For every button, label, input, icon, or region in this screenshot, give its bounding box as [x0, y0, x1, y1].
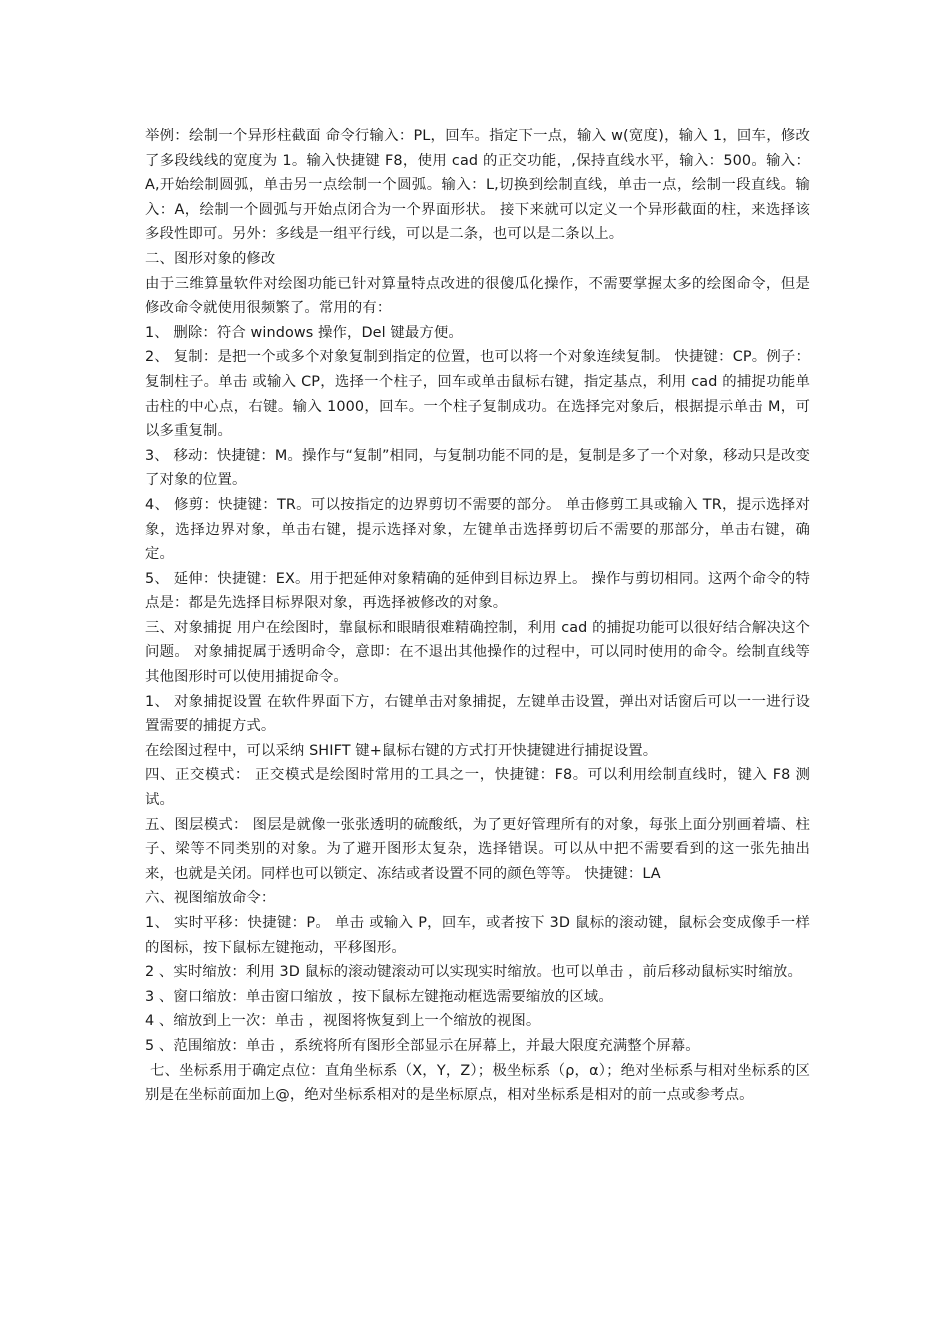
section-heading-4: 四、正交模式： 正交模式是绘图时常用的工具之一，快捷键：F8。可以利用绘制直线时，键入 F8 测试。	[145, 767, 810, 809]
paragraph-snap-shortcut: 在绘图过程中，可以采纳 SHIFT 键+鼠标右键的方式打开快捷键进行捕捉设置。	[145, 742, 658, 759]
list-item-delete: 1、 删除：符合 windows 操作，Del 键最方便。	[145, 324, 463, 341]
paragraph-example: 举例：绘制一个异形柱截面 命令行输入：PL，回车。指定下一点，输入 w(宽度)，输入 1，回车，修改了多段线线的宽度为 1。输入快捷键 F8，使用 cad 的正交功能，,保持直线水平，输入：500。输入：A,开始绘制圆弧，单击另一点绘制一个圆弧。输入：L,切换到绘制直线，单击一点，绘制一段直线。输入：A，绘制一个圆弧与开始点闭合为一个界面形状。 接下来就可以定义一个异形截面的柱，来选择该多段性即可。另外：多线是一组平行线，可以是二条，也可以是二条以上。	[145, 128, 810, 243]
document-body	[145, 124, 810, 1108]
list-item-previous-zoom: 4 、缩放到上一次：单击 ，视图将恢复到上一个缩放的视图。	[145, 1013, 541, 1030]
list-item-pan: 1、 实时平移：快捷键：P。 单击 或输入 P，回车，或者按下 3D 鼠标的滚动键，鼠标会变成像手一样的图标，按下鼠标左键拖动，平移图形。	[145, 915, 810, 956]
list-item-realtime-zoom: 2 、实时缩放：利用 3D 鼠标的滚动键滚动可以实现实时缩放。也可以单击 ，前后移动鼠标实时缩放。	[145, 964, 802, 981]
list-item-trim: 4、 修剪：快捷键：TR。可以按指定的边界剪切不需要的部分。 单击修剪工具或输入 TR，提示选择对象，选择边界对象，单击右键，提示选择对象，左键单击选择剪切后不需要的那部分，单击右键，确定。	[145, 496, 810, 563]
list-item-snap-settings: 1、 对象捕捉设置 在软件界面下方，右键单击对象捕捉，左键单击设置，弹出对话窗后可以一一进行设置需要的捕捉方式。	[145, 693, 810, 735]
section-heading-5: 五、图层模式： 图层是就像一张张透明的硫酸纸，为了更好管理所有的对象，每张上面分别画着墙、柱子、梁等不同类别的对象。为了避开图形太复杂，选择错误。可以从中把不需要看到的这一张先抽出来，也就是关闭。同样也可以锁定、冻结或者设置不同的颜色等等。 快捷键：LA	[145, 816, 810, 882]
section-heading-3: 三、对象捕捉 用户在绘图时，靠鼠标和眼睛很难精确控制，利用 cad 的捕捉功能可以很好结合解决这个问题。 对象捕捉属于透明命令，意即：在不退出其他操作的过程中，可以同时使用的命令。绘制直线等其他图形时可以使用捕捉命令。	[145, 619, 810, 686]
section-heading-2: 二、图形对象的修改	[145, 250, 276, 267]
list-item-move: 3、 移动：快捷键：M。操作与“复制”相同，与复制功能不同的是，复制是多了一个对象，移动只是改变了对象的位置。	[145, 447, 810, 489]
list-item-copy: 2、 复制：是把一个或多个对象复制到指定的位置，也可以将一个对象连续复制。 快捷键：CP。例子：复制柱子。单击 或输入 CP，选择一个柱子，回车或单击鼠标右键，指定基点，利用 cad 的捕捉功能单击柱的中心点，右键。输入 1000，回车。一个柱子复制成功。在选择完对象后，根据提示单击 M，可以多重复制。	[145, 349, 810, 440]
paragraph-intro-modify: 由于三维算量软件对绘图功能已针对算量特点改进的很傻瓜化操作，不需要掌握太多的绘图命令，但是修改命令就使用很频繁了。常用的有：	[145, 275, 810, 317]
list-item-extents-zoom: 5 、范围缩放：单击 ，系统将所有图形全部显示在屏幕上，并最大限度充满整个屏幕。	[145, 1037, 700, 1054]
section-heading-7: 七、坐标系用于确定点位：直角坐标系（X，Y，Z）；极坐标系（ρ，α）；绝对坐标系与相对坐标系的区别是在坐标前面加上@，绝对坐标系相对的是坐标原点，相对坐标系是相对的前一点或参考点。	[145, 1062, 810, 1104]
section-heading-6: 六、视图缩放命令：	[145, 890, 276, 907]
list-item-extend: 5、 延伸：快捷键：EX。用于把延伸对象精确的延伸到目标边界上。 操作与剪切相同。这两个命令的特点是：都是先选择目标界限对象，再选择被修改的对象。	[145, 570, 810, 612]
list-item-window-zoom: 3 、窗口缩放：单击窗口缩放 ，按下鼠标左键拖动框选需要缩放的区域。	[145, 988, 613, 1005]
